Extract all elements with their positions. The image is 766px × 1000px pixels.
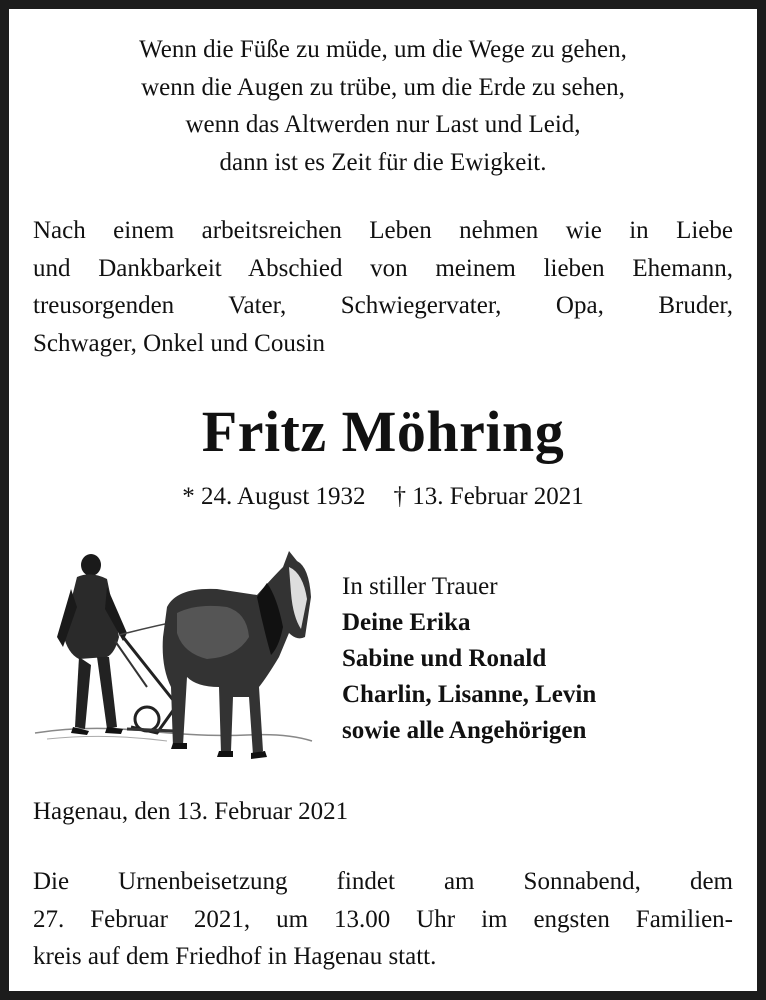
mourner-name: Charlin, Lisanne, Levin bbox=[342, 681, 597, 708]
burial-line: Die Urnenbeisetzung findet am Sonnabend, dem bbox=[33, 868, 733, 895]
mourner-name: Deine Erika bbox=[342, 609, 471, 636]
poem bbox=[9, 31, 757, 181]
intro-text bbox=[33, 212, 733, 362]
burial-info bbox=[33, 863, 733, 976]
obituary-notice bbox=[9, 9, 757, 991]
birth-date: * 24. August 1932 bbox=[182, 483, 366, 510]
burial-line: 27. Februar 2021, um 13.00 Uhr im engsten Familien- bbox=[33, 905, 733, 933]
poem-line: dann ist es Zeit für die Ewigkeit. bbox=[219, 148, 547, 176]
deceased-name: Fritz Möhring bbox=[201, 399, 565, 464]
intro-line: Nach einem arbeitsreichen Leben nehmen wie in Liebe bbox=[33, 217, 733, 244]
intro-line: treusorgenden Vater, Schwiegervater, Opa, Bruder, bbox=[33, 292, 733, 319]
life-dates bbox=[9, 480, 757, 514]
poem-line: Wenn die Füße zu müde, um die Wege zu gehen, bbox=[139, 36, 627, 63]
poem-line: wenn die Augen zu trübe, um die Erde zu sehen, bbox=[141, 73, 625, 101]
intro-line: und Dankbarkeit Abschied von meinem lieben Ehemann, bbox=[33, 254, 733, 282]
burial-line: kreis auf dem Friedhof in Hagenau statt. bbox=[33, 943, 437, 970]
mourner-name: sowie alle Angehörigen bbox=[342, 717, 587, 744]
mourning-intro: In stiller Trauer bbox=[342, 573, 498, 600]
place-date: Hagenau, den 13. Februar 2021 bbox=[33, 798, 349, 825]
mourners-block bbox=[342, 569, 742, 749]
poem-line: wenn das Altwerden nur Last und Leid, bbox=[185, 111, 581, 138]
farmer-plowing-with-horse-icon bbox=[27, 537, 317, 769]
mourner-name: Sabine und Ronald bbox=[342, 645, 547, 672]
death-date: † 13. Februar 2021 bbox=[393, 483, 584, 510]
intro-line: Schwager, Onkel und Cousin bbox=[33, 329, 326, 357]
